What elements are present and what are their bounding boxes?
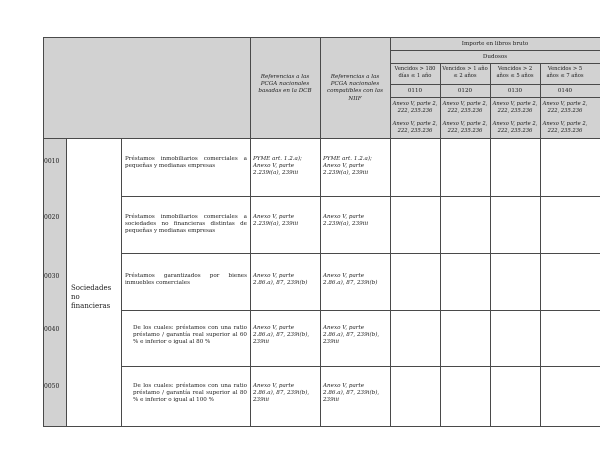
row-ref-dcb: Anexo V, parte 2.86.a), 87, 239i(b) bbox=[253, 273, 308, 287]
row-ref-dcb: Anexo V, parte 2.86.a), 87, 239i(b), 239iii bbox=[253, 325, 310, 346]
bucket-code: 0110 bbox=[407, 88, 423, 94]
header-ref-dcb: Referencias a las PCGA nacionales basadas en la DCB bbox=[258, 74, 312, 95]
row-label: De los cuales: préstamos con una ratio préstamo / garantía real superior al 80 % e inferior o igual al 100 % bbox=[133, 383, 247, 404]
bucket-label: Vencidos > 1 año ≤ 2 años bbox=[442, 66, 488, 80]
bucket-ref-a: Anexo V, parte 2, 222, 235.236 bbox=[542, 101, 588, 115]
row-ref-dcb: Anexo V, parte 2.239i(a), 239iii bbox=[253, 214, 299, 228]
row-label: Préstamos inmobiliarios comerciales a sociedades no financieras distintas de pequeñas y medianas empresas bbox=[125, 214, 247, 235]
value-cell[interactable] bbox=[541, 139, 600, 196]
sector-label: Sociedades no financieras bbox=[71, 284, 112, 310]
bucket-ref-b: Anexo V, parte 2, 222, 235.236 bbox=[492, 121, 538, 135]
row-ref-niif: Anexo V, parte 2.86.a), 87, 239i(b), 239iii bbox=[323, 325, 380, 346]
bucket-ref-b: Anexo V, parte 2, 222, 235.236 bbox=[542, 121, 588, 135]
row-code: 0020 bbox=[44, 214, 60, 221]
value-cell[interactable] bbox=[491, 139, 540, 196]
row-ref-dcb: PYME art. 1.2.a); Anexo V, parte 2.239i(a), 239iii bbox=[253, 156, 302, 177]
header-blank-block bbox=[43, 38, 250, 138]
row-code: 0050 bbox=[44, 383, 60, 390]
row-code: 0040 bbox=[44, 326, 60, 333]
row-label: Préstamos inmobiliarios comerciales a pequeñas y medianas empresas bbox=[125, 156, 247, 170]
row-ref-dcb: Anexo V, parte 2.86.a), 87, 239i(b), 239iii bbox=[253, 383, 310, 404]
bucket-code: 0140 bbox=[557, 88, 573, 94]
bucket-code: 0130 bbox=[507, 88, 523, 94]
row-ref-niif: Anexo V, parte 2.239i(a), 239iii bbox=[323, 214, 369, 228]
bucket-code: 0120 bbox=[457, 88, 473, 94]
row-ref-niif: Anexo V, parte 2.86.a), 87, 239i(b) bbox=[323, 273, 378, 287]
bucket-ref-a: Anexo V, parte 2, 222, 235.236 bbox=[442, 101, 488, 115]
bucket-label: Vencidos > 5 años ≤ 7 años bbox=[546, 66, 584, 80]
row-ref-niif: Anexo V, parte 2.86.a), 87, 239i(b), 239iii bbox=[323, 383, 380, 404]
bucket-label: Vencidos > 180 días ≤ 1 año bbox=[394, 66, 436, 80]
row-ref-niif: PYME art. 1.2.a); Anexo V, parte 2.239i(a), 239iii bbox=[323, 156, 372, 177]
value-cell[interactable] bbox=[441, 139, 490, 196]
row-label: De los cuales: préstamos con una ratio préstamo / garantía real superior al 60 % e inferior o igual al 80 % bbox=[133, 325, 247, 346]
row-label: Préstamos garantizados por bienes inmuebles comerciales bbox=[125, 273, 247, 287]
header-ref-niif: Referencias a las PCGA nacionales compatibles con las NIIF bbox=[327, 74, 383, 102]
row-code: 0030 bbox=[44, 273, 60, 280]
bucket-ref-b: Anexo V, parte 2, 222, 235.236 bbox=[442, 121, 488, 135]
bucket-ref-a: Anexo V, parte 2, 222, 235.236 bbox=[492, 101, 538, 115]
bucket-label: Vencidos > 2 años ≤ 5 años bbox=[496, 66, 534, 80]
value-cell[interactable] bbox=[391, 139, 440, 196]
header-top-title: Importe en libros bruto bbox=[461, 41, 529, 47]
header-sub-title: Dudosos bbox=[482, 54, 508, 60]
row-code: 0010 bbox=[44, 158, 60, 165]
bucket-ref-a: Anexo V, parte 2, 222, 235.236 bbox=[392, 101, 438, 115]
bucket-ref-b: Anexo V, parte 2, 222, 235.236 bbox=[392, 121, 438, 135]
